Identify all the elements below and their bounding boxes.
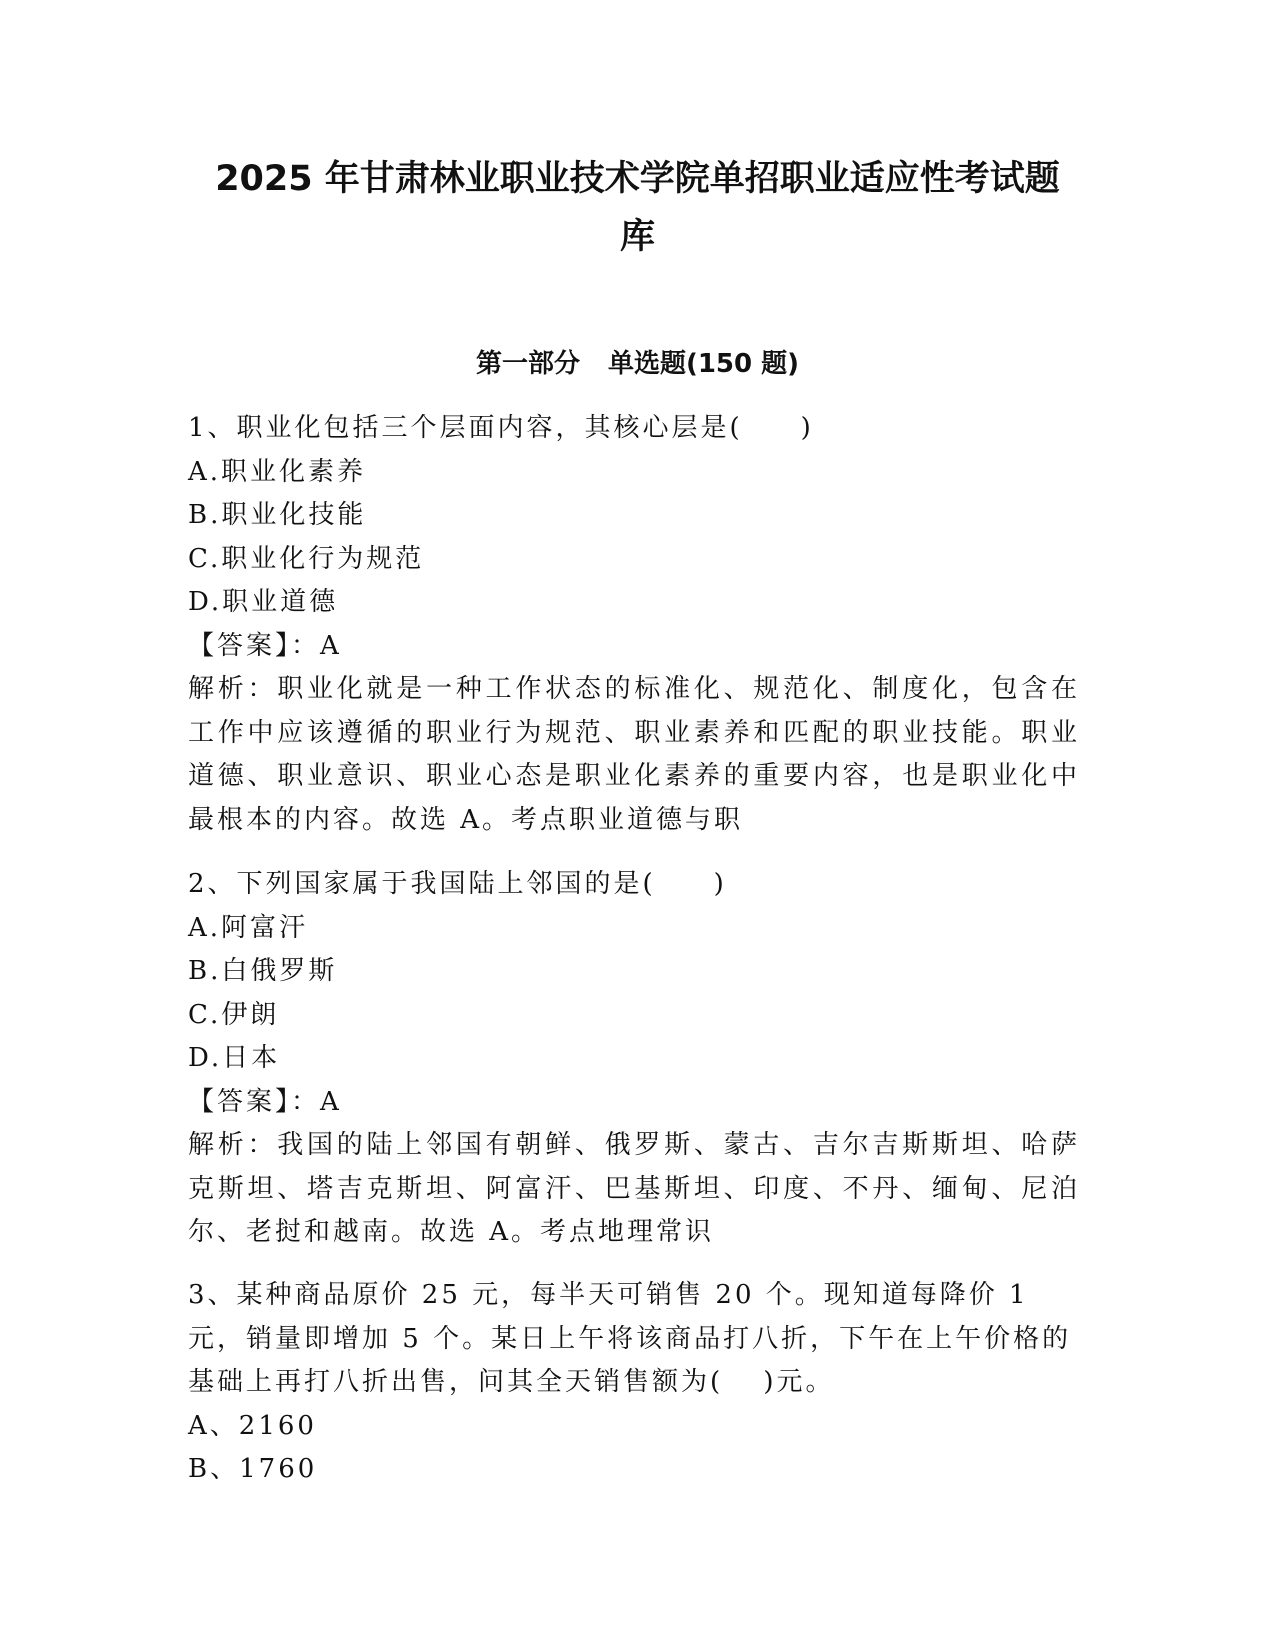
answer-line: 【答案】：A	[188, 1086, 342, 1117]
analysis-text: 解析：我国的陆上邻国有朝鲜、俄罗斯、蒙古、吉尔吉斯斯坦、哈萨克斯坦、塔吉克斯坦、阿富汗、巴基斯坦、印度、不丹、缅甸、尼泊尔、老挝和越南。故选 A。考点地理常识	[188, 1130, 1080, 1247]
question-1	[188, 407, 1080, 842]
section-name: 单选题(150 题)	[607, 349, 800, 379]
question-stem: 3、某种商品原价 25 元，每半天可销售 20 个。现知道每降价 1 元，销量即增加 5 个。某日上午将该商品打八折，下午在上午价格的基础上再打八折出售，问其全天销售额为( )元。	[188, 1280, 1072, 1397]
document-title	[150, 150, 1125, 266]
option-a: A.职业化素养	[188, 456, 367, 487]
option-d: D.日本	[188, 1043, 281, 1073]
option-b: B、1760	[188, 1454, 318, 1484]
option-d: D.职业道德	[188, 587, 339, 617]
option-a: A、2160	[188, 1410, 317, 1441]
question-stem: 2、下列国家属于我国陆上邻国的是( )	[188, 869, 727, 899]
option-a: A.阿富汗	[188, 912, 309, 943]
section-part-label: 第一部分	[475, 349, 580, 379]
option-c: C.伊朗	[188, 999, 280, 1030]
option-b: B.白俄罗斯	[188, 956, 338, 986]
answer-line: 【答案】：A	[188, 630, 342, 661]
section-heading	[150, 346, 1125, 382]
document-title-line-2: 库	[619, 217, 655, 257]
analysis-text: 解析：职业化就是一种工作状态的标准化、规范化、制度化，包含在工作中应该遵循的职业行为规范、职业素养和匹配的职业技能。职业道德、职业意识、职业心态是职业化素养的重要内容，也是职业化中最根本的内容。故选 A。考点职业道德与职	[188, 674, 1080, 835]
question-2	[188, 863, 1080, 1255]
option-b: B.职业化技能	[188, 500, 367, 530]
question-3	[188, 1274, 1080, 1492]
option-c: C.职业化行为规范	[188, 543, 425, 574]
document-title-line-1: 2025 年甘肃林业职业技术学院单招职业适应性考试题	[215, 159, 1060, 199]
question-stem: 1、职业化包括三个层面内容，其核心层是( )	[188, 413, 814, 443]
